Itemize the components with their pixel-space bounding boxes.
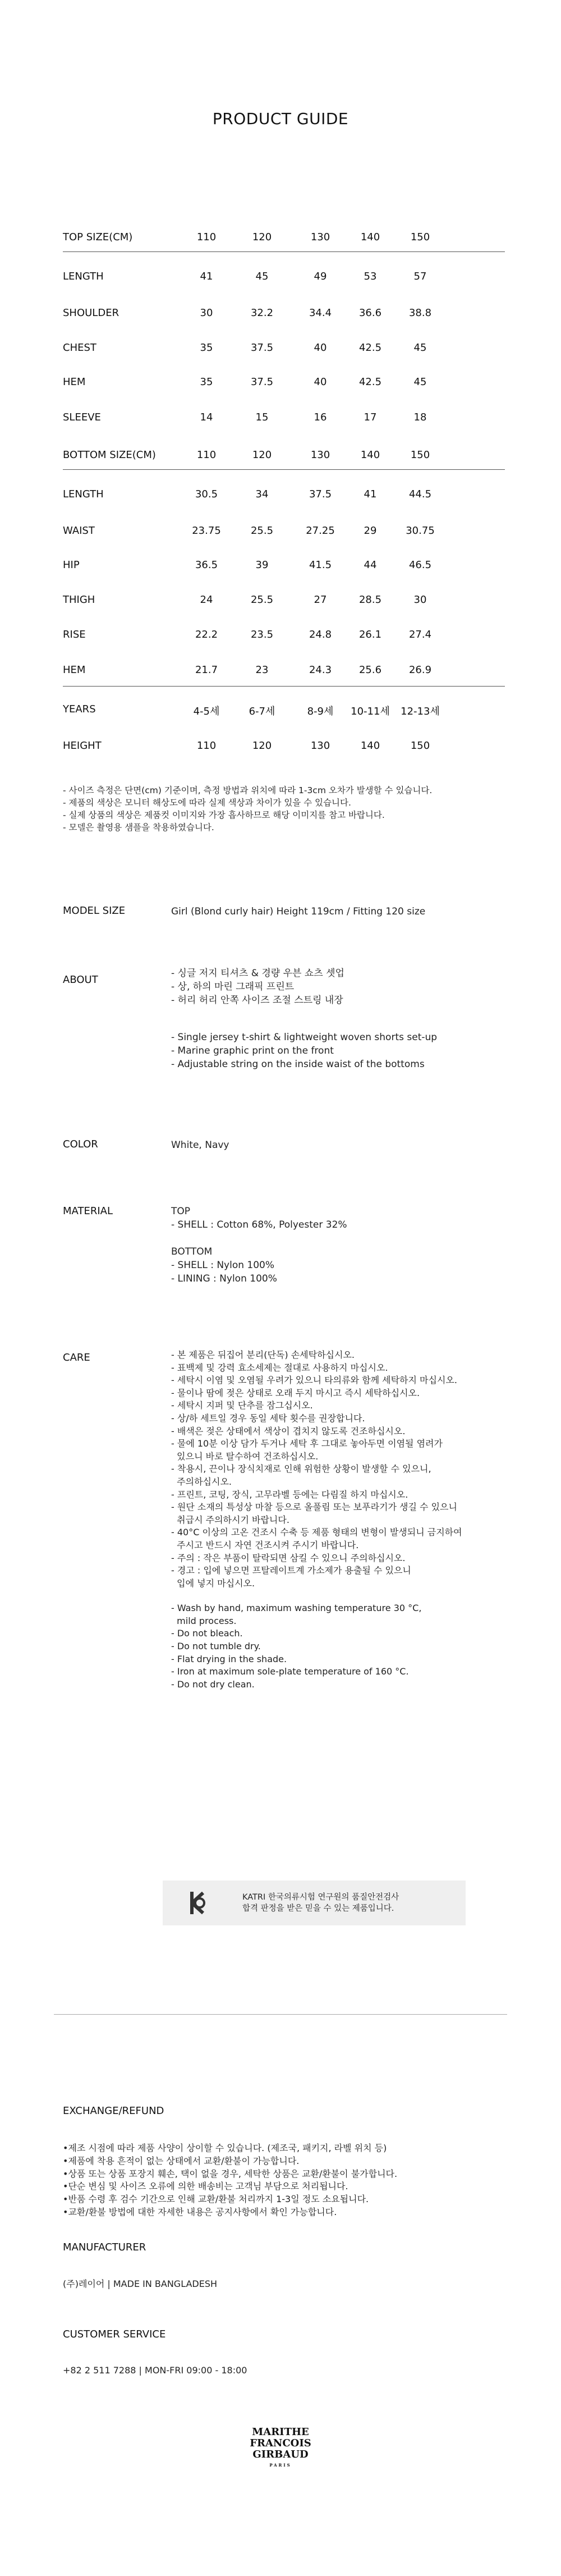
cell-value: 35: [200, 342, 213, 354]
about-spacer: [171, 1007, 437, 1031]
bottom-table-row: [63, 629, 505, 651]
top-table-row: [63, 376, 505, 399]
cell-value: 150: [410, 231, 430, 243]
cell-value: 23.5: [250, 629, 274, 640]
cell-value: 27.4: [408, 629, 432, 640]
cell-value: 26.9: [408, 664, 432, 676]
top-table-header: [63, 231, 505, 254]
cell-value: 30: [200, 307, 213, 319]
cell-value: 10-11세: [351, 706, 390, 717]
kc-line: KATRI 한국의류시험 연구원의 품질안전검사: [242, 1893, 399, 1902]
row-label: SLEEVE: [63, 411, 101, 423]
cell-value: 27.25: [306, 525, 335, 537]
care-line: - 물에 10분 이상 담가 두거나 세탁 후 그대로 놓아두면 이염될 염려가: [171, 1438, 443, 1449]
care-line: - 상/하 세트일 경우 동일 세탁 횟수를 권장합니다.: [171, 1412, 365, 1424]
cell-value: 24.3: [309, 664, 332, 676]
about-line: - Marine graphic print on the front: [171, 1045, 334, 1056]
cell-value: 41: [364, 488, 377, 500]
about-label: ABOUT: [63, 974, 98, 986]
cell-value: 140: [360, 449, 380, 461]
cell-value: 110: [196, 740, 217, 752]
row-label: HIP: [63, 559, 80, 571]
care-line: 주시고 반드시 자연 건조시켜 주시기 바랍니다.: [171, 1539, 359, 1550]
cell-value: 42.5: [358, 376, 382, 388]
cell-value: 18: [413, 411, 427, 423]
cell-value: 23: [255, 664, 269, 676]
care-line: - 프린트, 코팅, 장식, 고무라벨 등에는 다림질 하지 마십시오.: [171, 1489, 408, 1500]
cell-value: 30.5: [195, 488, 218, 500]
bottom-table-row: [63, 594, 505, 616]
model-size-label: MODEL SIZE: [63, 905, 126, 917]
bottom-table-row: [63, 664, 505, 687]
cell-value: 140: [360, 740, 380, 752]
cell-value: 130: [310, 740, 330, 752]
table-divider: [63, 686, 505, 687]
exchange-line: •상품 또는 상품 포장지 훼손, 택이 없을 경우, 세탁한 상품은 교환/환불이 불가합니다.: [63, 2168, 398, 2179]
material-line: - SHELL : Nylon 100%: [171, 1260, 275, 1271]
cell-value: 45: [255, 271, 269, 282]
exchange-text: [63, 2142, 397, 2219]
kc-line: 합격 판정을 받은 믿을 수 있는 제품입니다.: [242, 1904, 394, 1913]
cell-value: 49: [314, 271, 327, 282]
exchange-line: •제품에 착용 흔적이 없는 상태에서 교환/환불이 가능합니다.: [63, 2155, 300, 2166]
about-text: [171, 967, 437, 1071]
cell-value: 29: [364, 525, 377, 537]
care-line: - 물이나 땀에 젖은 상태로 오래 두지 마시고 즉시 세탁하십시오.: [171, 1387, 420, 1398]
cell-value: 46.5: [408, 559, 432, 571]
age-table-row: [63, 703, 505, 726]
cell-value: 44.5: [408, 488, 432, 500]
care-line: - Do not tumble dry.: [171, 1641, 261, 1652]
cell-value: 37.5: [250, 342, 274, 354]
cell-value: 17: [364, 411, 377, 423]
cell-value: 42.5: [358, 342, 382, 354]
cell-value: 21.7: [195, 664, 218, 676]
care-spacer: [171, 1590, 462, 1602]
table-divider: [63, 469, 505, 470]
about-line: - Adjustable string on the inside waist of the bottoms: [171, 1059, 425, 1070]
cell-value: 24.8: [309, 629, 332, 640]
table-divider: [63, 251, 505, 252]
care-line: 주의하십시오.: [171, 1476, 232, 1487]
care-line: - 경고 : 입에 넣으면 프탈레이트계 가소제가 용출될 수 있으니: [171, 1565, 411, 1576]
top-table-row: [63, 411, 505, 434]
care-line: mild process.: [171, 1615, 237, 1626]
care-line: - 40°C 이상의 고온 건조시 수축 등 제품 형태의 변형이 발생되니 금지하여: [171, 1527, 462, 1538]
exchange-line: •교환/환불 방법에 대한 자세한 내용은 공지사항에서 확인 가능합니다.: [63, 2206, 337, 2217]
cell-value: 32.2: [250, 307, 274, 319]
logo-line: GIRBAUD: [252, 2449, 309, 2460]
row-label: SHOULDER: [63, 307, 119, 319]
material-line: - SHELL : Cotton 68%, Polyester 32%: [171, 1219, 347, 1230]
cell-value: 34.4: [309, 307, 332, 319]
about-line: - Single jersey t-shirt & lightweight woven shorts set-up: [171, 1032, 438, 1043]
exchange-heading: EXCHANGE/REFUND: [63, 2105, 164, 2117]
material-line: TOP: [171, 1206, 191, 1217]
material-line: BOTTOM: [171, 1246, 213, 1257]
kc-notice: [163, 1880, 466, 1925]
section-divider: [54, 2014, 507, 2015]
care-line: - Flat drying in the shade.: [171, 1653, 287, 1664]
row-label: CHEST: [63, 342, 96, 354]
care-line: 취급시 주의하시기 바랍니다.: [171, 1514, 289, 1525]
cell-value: 16: [314, 411, 327, 423]
cell-value: 110: [196, 449, 217, 461]
cell-value: 4-5세: [193, 706, 220, 717]
care-line: - Do not dry clean.: [171, 1678, 255, 1690]
logo-line: MARITHE: [252, 2426, 309, 2438]
cell-value: 150: [410, 740, 430, 752]
cell-value: 24: [200, 594, 213, 606]
cell-value: 39: [255, 559, 269, 571]
cell-value: 15: [255, 411, 269, 423]
row-label: WAIST: [63, 525, 95, 537]
manufacturer-heading: MANUFACTURER: [63, 2241, 146, 2253]
cell-value: 45: [413, 376, 427, 388]
row-label: THIGH: [63, 594, 95, 606]
top-table-row: [63, 307, 505, 330]
cell-value: 53: [364, 271, 377, 282]
cell-value: 41.5: [309, 559, 332, 571]
note-line: - 제품의 색상은 모니터 해상도에 따라 실제 색상과 차이가 있을 수 있습니다.: [63, 798, 351, 808]
kc-certification-icon: [184, 1889, 209, 1916]
cell-value: 26.1: [358, 629, 382, 640]
brand-logo: [240, 2427, 321, 2468]
exchange-line: •단순 변심 및 사이즈 오류에 의한 배송비는 고객님 부담으로 처리됩니다.: [63, 2181, 348, 2192]
cell-value: 35: [200, 376, 213, 388]
cell-value: 8-9세: [307, 706, 334, 717]
cell-value: 45: [413, 342, 427, 354]
cell-value: 120: [252, 449, 272, 461]
cell-value: 120: [252, 740, 272, 752]
about-line: - 싱글 저지 티셔츠 & 경량 우븐 쇼츠 셋업: [171, 968, 344, 979]
care-line: 있으니 바로 탈수하여 건조하십시오.: [171, 1451, 319, 1462]
cell-value: 37.5: [250, 376, 274, 388]
material-label: MATERIAL: [63, 1205, 113, 1217]
page-title: PRODUCT GUIDE: [212, 109, 349, 128]
material-line: - LINING : Nylon 100%: [171, 1273, 277, 1284]
cell-value: 34: [255, 488, 269, 500]
bottom-table-row: [63, 525, 505, 547]
material-text: [171, 1205, 347, 1285]
exchange-line: •반품 수령 후 검수 기간으로 인해 교환/환불 처리까지 1-3일 정도 소요됩니다.: [63, 2194, 369, 2205]
about-line: - 허리 허리 안쪽 사이즈 조절 스트링 내장: [171, 995, 343, 1006]
row-label: BOTTOM SIZE(CM): [63, 449, 156, 461]
care-line: - 원단 소재의 특성상 마찰 등으로 올풀림 또는 보푸라기가 생길 수 있으니: [171, 1502, 457, 1513]
cell-value: 110: [196, 231, 217, 243]
exchange-line: •제조 시점에 따라 제품 사양이 상이할 수 있습니다. (제조국, 패키지, 라벨 위치 등): [63, 2143, 387, 2153]
cell-value: 130: [310, 449, 330, 461]
cell-value: 41: [200, 271, 213, 282]
bottom-table-row: [63, 559, 505, 582]
customer-service-text: +82 2 511 7288 | MON-FRI 09:00 - 18:00: [63, 2365, 247, 2376]
about-line: - 상, 하의 마린 그래픽 프린트: [171, 981, 295, 992]
top-table-row: [63, 271, 505, 293]
row-label: TOP SIZE(CM): [63, 231, 133, 243]
top-table-row: [63, 342, 505, 364]
note-line: - 실제 상품의 색상은 제품컷 이미지와 가장 흡사하므로 해당 이미지를 참고 바랍니다.: [63, 810, 385, 820]
care-line: - 표백제 및 강력 효소세제는 절대로 사용하지 마십시오.: [171, 1362, 388, 1373]
row-label: RISE: [63, 629, 86, 640]
cell-value: 36.5: [195, 559, 218, 571]
care-line: - Do not bleach.: [171, 1628, 243, 1639]
cell-value: 37.5: [309, 488, 332, 500]
cell-value: 40: [314, 342, 327, 354]
cell-value: 130: [310, 231, 330, 243]
cell-value: 36.6: [358, 307, 382, 319]
care-line: - 배색은 젖은 상태에서 색상이 겹치지 않도록 건조하십시오.: [171, 1425, 406, 1436]
cell-value: 44: [364, 559, 377, 571]
cell-value: 38.8: [408, 307, 432, 319]
cell-value: 25.5: [250, 594, 274, 606]
row-label: HEM: [63, 664, 86, 676]
cell-value: 57: [413, 271, 427, 282]
cell-value: 30: [413, 594, 427, 606]
care-line: - 세탁시 이염 및 오염될 우려가 있으니 타의류와 함께 세탁하지 마십시오.: [171, 1375, 457, 1386]
cell-value: 30.75: [406, 525, 435, 537]
cell-value: 14: [200, 411, 213, 423]
note-line: - 사이즈 측정은 단면(cm) 기준이며, 측정 방법과 위치에 따라 1-3cm 오차가 발생할 수 있습니다.: [63, 785, 433, 795]
note-line: - 모델은 촬영용 샘플을 착용하였습니다.: [63, 822, 214, 832]
cell-value: 22.2: [195, 629, 218, 640]
care-line: - 주의 : 작은 부품이 탈락되면 삼킬 수 있으니 주의하십시오.: [171, 1552, 406, 1563]
color-label: COLOR: [63, 1138, 98, 1150]
care-line: - 본 제품은 뒤집어 분리(단독) 손세탁하십시오.: [171, 1349, 355, 1360]
cell-value: 12-13세: [401, 706, 440, 717]
cell-value: 6-7세: [249, 706, 275, 717]
care-text: [171, 1349, 462, 1691]
material-line: [171, 1232, 347, 1245]
manufacturer-text: (주)레이어 | MADE IN BANGLADESH: [63, 2278, 218, 2289]
bottom-table-row: [63, 488, 505, 511]
cell-value: 150: [410, 449, 430, 461]
cell-value: 120: [252, 231, 272, 243]
model-size-text: Girl (Blond curly hair) Height 119cm / Fitting 120 size: [171, 906, 426, 917]
logo-line: FRANCOIS: [250, 2437, 311, 2449]
row-label: HEIGHT: [63, 740, 102, 752]
cell-value: 25.5: [250, 525, 274, 537]
customer-service-heading: CUSTOMER SERVICE: [63, 2328, 166, 2340]
cell-value: 40: [314, 376, 327, 388]
cell-value: 28.5: [358, 594, 382, 606]
care-label: CARE: [63, 1352, 90, 1364]
cell-value: 23.75: [192, 525, 221, 537]
row-label: YEARS: [63, 703, 96, 715]
row-label: LENGTH: [63, 271, 104, 282]
care-line: 입에 넣지 마십시오.: [171, 1577, 255, 1589]
cell-value: 140: [360, 231, 380, 243]
age-table-row: [63, 740, 505, 762]
bottom-table-header: [63, 449, 505, 472]
care-line: - 착용시, 끈이나 장식치재로 인해 위험한 상황이 발생할 수 있으니,: [171, 1463, 431, 1475]
cell-value: 25.6: [358, 664, 382, 676]
cell-value: 27: [314, 594, 327, 606]
color-text: White, Navy: [171, 1140, 229, 1151]
care-line: - 세탁시 지퍼 및 단추를 잠그십시오.: [171, 1400, 313, 1411]
row-label: LENGTH: [63, 488, 104, 500]
size-notes: [63, 784, 432, 834]
logo-sub: PARIS: [269, 2463, 292, 2468]
row-label: HEM: [63, 376, 86, 388]
care-line: - Iron at maximum sole-plate temperature of 160 °C.: [171, 1666, 409, 1677]
care-line: - Wash by hand, maximum washing temperature 30 °C,: [171, 1603, 422, 1614]
